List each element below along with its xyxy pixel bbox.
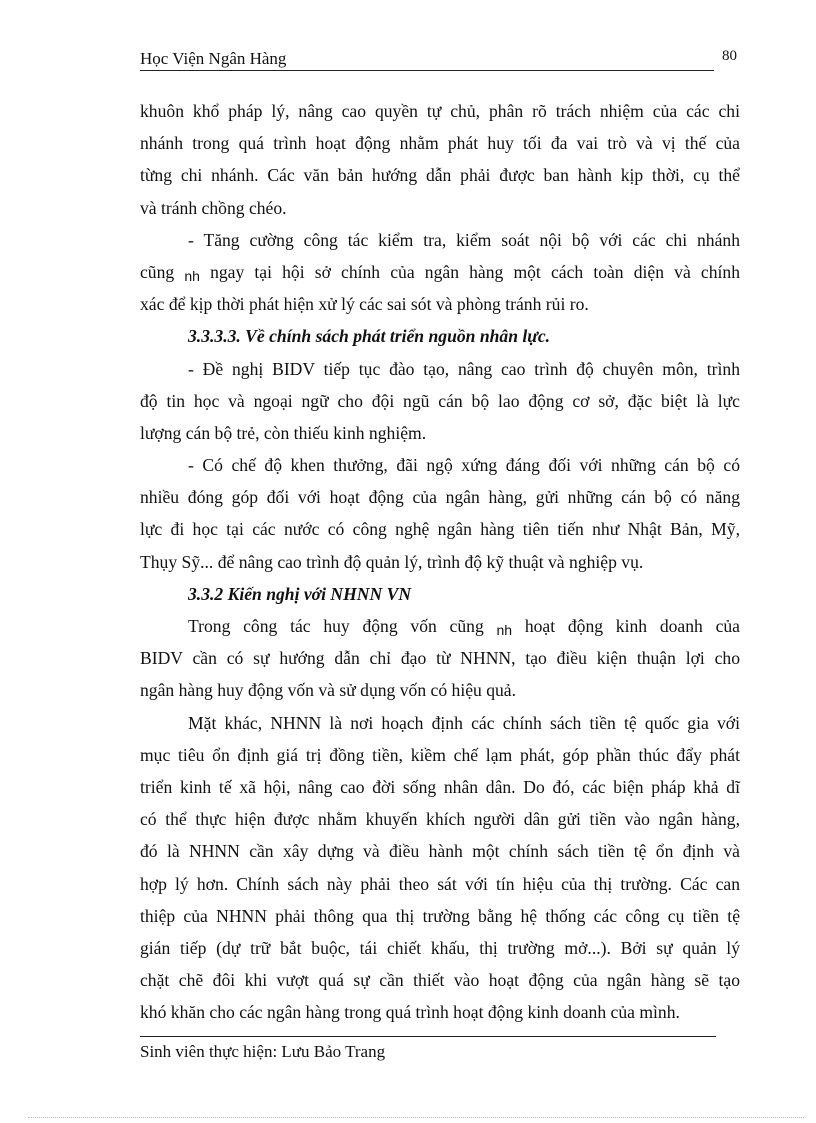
section-heading: 3.3.3.3. Về chính sách phát triển nguồn nhân lực. [188,326,551,347]
text-line: triển kinh tế xã hội, nâng cao đời sống nhân dân. Do đó, các biện pháp khả dĩ [140,776,740,797]
text-line: ngân hàng huy động vốn và sử dụng vốn có hiệu quả. [140,680,517,701]
text-line: có thể thực hiện được nhằm khuyến khích người dân gửi tiền vào ngân hàng, [140,809,740,830]
text-line: từng chi nhánh. Các văn bản hướng dẫn phải được ban hành kịp thời, cụ thể [140,165,740,186]
text-fragment: cũng [140,261,175,282]
text-line: - Đề nghị BIDV tiếp tục đào tạo, nâng cao trình độ chuyên môn, trình [188,358,740,379]
text-line: BIDV cần có sự hướng dẫn chỉ đạo từ NHNN, tạo điều kiện thuận lợi cho [140,648,740,669]
stray-artifact-text: nh [496,622,513,638]
text-line-with-artifact [140,610,740,642]
text-line: và tránh chồng chéo. [140,197,287,218]
text-line: mục tiêu ổn định giá trị đồng tiền, kiềm chế lạm phát, góp phần thúc đẩy phát [140,744,740,765]
text-line: thiệp của NHNN phải thông qua thị trường bằng hệ thống các công cụ tiền tệ [140,905,740,926]
text-line: độ tin học và ngoại ngữ cho đội ngũ cán bộ lao động cơ sở, đặc biệt là lực [140,390,740,411]
header-divider [140,70,714,71]
text-line: nhiều đóng góp đối với hoạt động của ngân hàng, gửi những cán bộ có năng [140,487,740,508]
text-line: Mặt khác, NHNN là nơi hoạch định các chính sách tiền tệ quốc gia với [188,712,740,733]
text-line: xác để kịp thời phát hiện xử lý các sai sót và phòng tránh rủi ro. [140,294,589,315]
document-body [140,95,740,1028]
text-line: lực đi học tại các nước có công nghệ ngân hàng tiên tiến như Nhật Bản, Mỹ, [140,519,740,540]
text-fragment: Trong công tác huy động vốn cũng [188,616,484,636]
text-fragment: ngay tại hội sở chính của ngân hàng một cách toàn diện và chính [210,261,740,282]
header-title: Học Viện Ngân Hàng [140,49,287,68]
text-line-with-artifact [140,256,740,288]
text-line: Thụy Sỹ... để nâng cao trình độ quản lý, trình độ kỹ thuật và nghiệp vụ. [140,551,644,572]
text-line: chặt chẽ đôi khi vượt quá sự cần thiết vào hoạt động của ngân hàng sẽ tạo [140,970,740,991]
text-line: nhánh trong quá trình hoạt động nhằm phát huy tối đa vai trò và vị thế của [140,133,740,154]
text-line: hợp lý hơn. Chính sách này phải theo sát với tín hiệu của thị trường. Các can [140,873,740,894]
text-line: khó khăn cho các ngân hàng trong quá trình hoạt động kinh doanh của mình. [140,1002,680,1023]
text-line: - Có chế độ khen thưởng, đãi ngộ xứng đáng đối với những cán bộ có [188,455,740,476]
text-line: khuôn khổ pháp lý, nâng cao quyền tự chủ, phân rõ trách nhiệm của các chi [140,101,740,121]
page-number: 80 [722,48,737,64]
stray-artifact-text: nh [184,267,200,284]
text-line: - Tăng cường công tác kiểm tra, kiểm soát nội bộ với các chi nhánh [188,229,740,250]
page-edge-dotted-line [28,1117,804,1118]
text-line: đó là NHNN cần xây dựng và điều hành một chính sách tiền tệ ổn định và [140,841,740,862]
footer-divider [140,1036,716,1037]
section-heading: 3.3.2 Kiến nghị với NHNN VN [188,583,412,604]
text-line: gián tiếp (dự trữ bắt buộc, tái chiết khấu, thị trường mở...). Bởi sự quản lý [140,937,740,958]
text-fragment: hoạt động kinh doanh của [524,616,740,636]
footer-author: Sinh viên thực hiện: Lưu Bảo Trang [140,1042,386,1061]
text-line: lượng cán bộ trẻ, còn thiếu kinh nghiệm. [140,422,427,443]
